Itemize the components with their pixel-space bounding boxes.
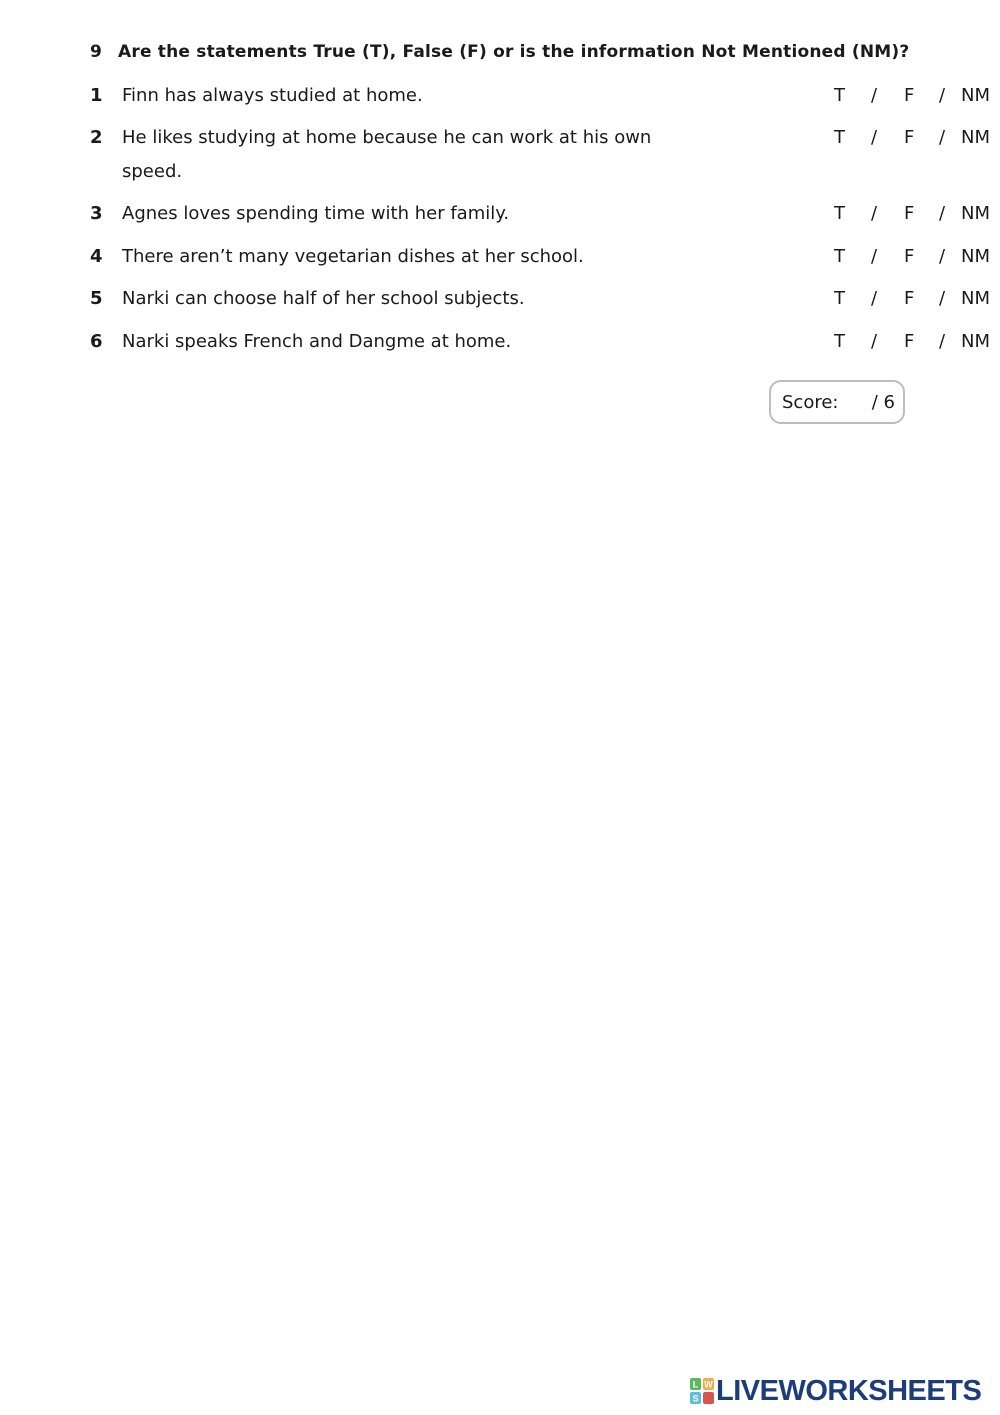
option-separator: /	[939, 85, 946, 106]
statement-text: Finn has always studied at home.	[122, 85, 423, 106]
option-separator: /	[939, 127, 946, 148]
svg-text:S: S	[692, 1393, 699, 1404]
option-separator: /	[939, 246, 946, 267]
statement-text: Narki can choose half of her school subjects.	[122, 288, 525, 309]
option-false[interactable]: F	[904, 127, 915, 148]
option-false[interactable]: F	[904, 203, 915, 224]
exercise-instruction: Are the statements True (T), False (F) or is the information Not Mentioned (NM)?	[118, 42, 910, 62]
option-false[interactable]: F	[904, 331, 915, 352]
option-separator: /	[871, 203, 878, 224]
statement-text: Narki speaks French and Dangme at home.	[122, 331, 512, 352]
statement-text: Agnes loves spending time with her family.	[122, 203, 510, 224]
statement-number: 3	[90, 203, 103, 224]
option-false[interactable]: F	[904, 85, 915, 106]
option-true[interactable]: T	[834, 288, 845, 309]
liveworksheets-logo	[690, 1373, 981, 1409]
statement-number: 5	[90, 288, 103, 309]
option-not-mentioned[interactable]: NM	[961, 246, 990, 267]
option-separator: /	[939, 331, 946, 352]
option-not-mentioned[interactable]: NM	[961, 127, 990, 148]
option-not-mentioned[interactable]: NM	[961, 203, 990, 224]
option-separator: /	[871, 85, 878, 106]
option-separator: /	[871, 288, 878, 309]
statement-number: 1	[90, 85, 103, 106]
statement-number: 2	[90, 127, 103, 148]
option-false[interactable]: F	[904, 288, 915, 309]
score-box	[769, 380, 905, 424]
option-true[interactable]: T	[834, 85, 845, 106]
option-separator: /	[871, 331, 878, 352]
logo-mark-icon	[690, 1378, 714, 1404]
option-true[interactable]: T	[834, 331, 845, 352]
option-true[interactable]: T	[834, 246, 845, 267]
option-not-mentioned[interactable]: NM	[961, 85, 990, 106]
logo-wordmark: LIVEWORKSHEETS	[716, 1374, 982, 1407]
exercise-header	[90, 42, 909, 62]
option-true[interactable]: T	[834, 203, 845, 224]
score-label: Score:	[782, 392, 839, 413]
svg-text:L: L	[692, 1379, 699, 1390]
option-false[interactable]: F	[904, 246, 915, 267]
exercise-number: 9	[90, 42, 103, 62]
option-not-mentioned[interactable]: NM	[961, 288, 990, 309]
option-separator: /	[939, 203, 946, 224]
option-separator: /	[939, 288, 946, 309]
option-separator: /	[871, 246, 878, 267]
score-total: / 6	[871, 392, 895, 413]
option-separator: /	[871, 127, 878, 148]
option-true[interactable]: T	[834, 127, 845, 148]
svg-text:W: W	[704, 1379, 713, 1390]
option-not-mentioned[interactable]: NM	[961, 331, 990, 352]
statement-number: 4	[90, 246, 103, 267]
statement-text: There aren’t many vegetarian dishes at her school.	[122, 246, 584, 267]
statement-text: He likes studying at home because he can work at his own speed.	[122, 127, 652, 182]
statement-number: 6	[90, 331, 103, 352]
